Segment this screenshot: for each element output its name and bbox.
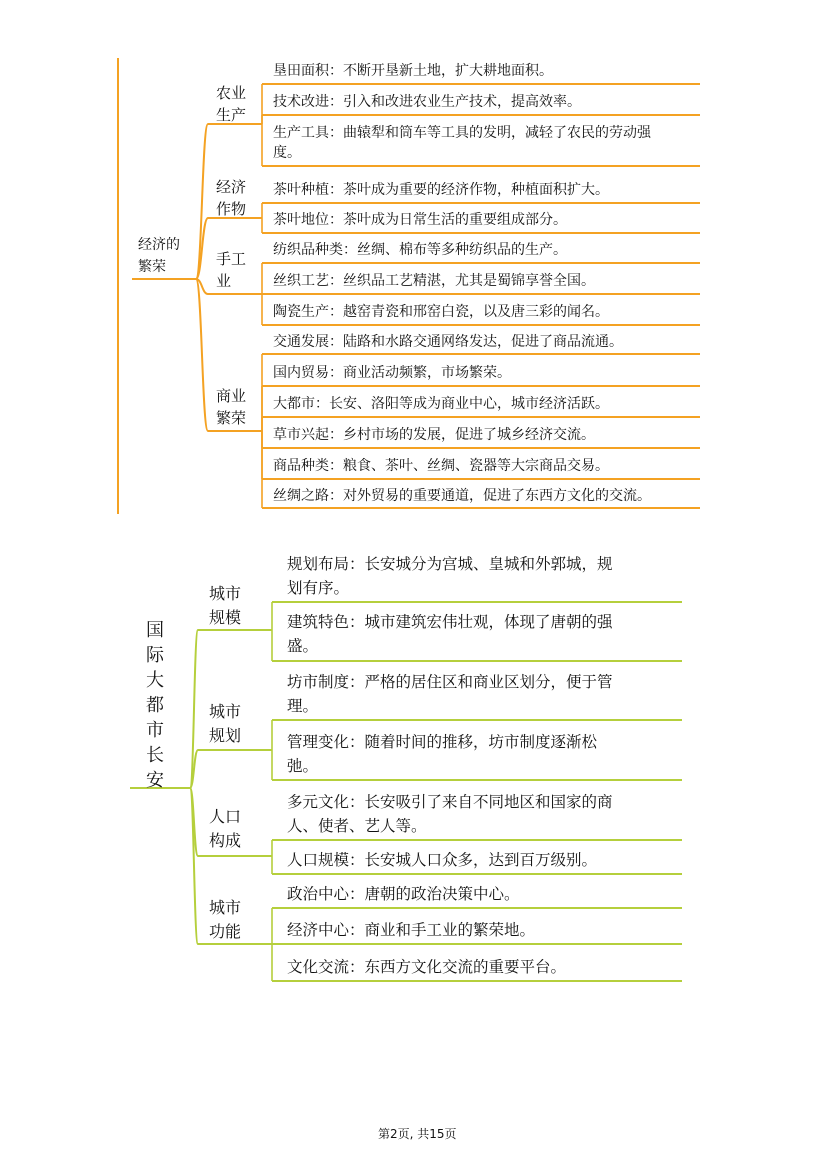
branch-label: 城市 (209, 702, 242, 721)
root-label: 际 (146, 645, 164, 666)
leaf-text: 茶叶种植：茶叶成为重要的经济作物，种植面积扩大。 (273, 182, 609, 198)
branch-label: 规划 (209, 726, 242, 745)
leaf-text: 坊市制度：严格的居住区和商业区划分，便于管 (287, 673, 613, 691)
leaf-text: 纺织品种类：丝绸、棉布等多种纺织品的生产。 (273, 242, 567, 258)
branch-label: 城市 (209, 584, 242, 603)
leaf-text: 商品种类：粮食、茶叶、丝绸、瓷器等大宗商品交易。 (273, 458, 609, 474)
branch-label: 城市 (209, 898, 242, 917)
branch-label: 规模 (209, 608, 242, 627)
leaf-text: 弛。 (287, 757, 319, 775)
branch-label: 作物 (216, 200, 247, 218)
branch-label: 手工 (216, 250, 247, 268)
branch-label: 商业 (216, 387, 247, 405)
leaf-text: 国内贸易：商业活动频繁，市场繁荣。 (273, 365, 511, 381)
branch-label: 生产 (216, 106, 247, 124)
branch-label: 繁荣 (216, 409, 247, 427)
root-label: 都 (146, 695, 164, 716)
leaf-text: 盛。 (287, 637, 319, 655)
leaf-text: 建筑特色：城市建筑宏伟壮观，体现了唐朝的强 (287, 613, 613, 631)
leaf-text: 茶叶地位：茶叶成为日常生活的重要组成部分。 (273, 212, 567, 228)
leaf-text: 技术改进：引入和改进农业生产技术，提高效率。 (273, 94, 581, 110)
leaf-text: 交通发展：陆路和水路交通网络发达，促进了商品流通。 (273, 334, 623, 350)
leaf-text: 度。 (273, 145, 301, 161)
page-footer: 第2页, 共15页 (378, 1127, 457, 1141)
leaf-text: 人、使者、艺人等。 (287, 817, 427, 835)
root-label: 安 (146, 770, 164, 791)
root-label: 市 (146, 720, 164, 741)
leaf-text: 多元文化：长安吸引了来自不同地区和国家的商 (287, 793, 613, 811)
branch-label: 经济 (216, 178, 247, 196)
leaf-text: 政治中心：唐朝的政治决策中心。 (287, 885, 520, 903)
leaf-text: 垦田面积：不断开垦新土地，扩大耕地面积。 (273, 63, 553, 79)
branch-label: 功能 (209, 922, 242, 941)
root-label: 大 (146, 670, 164, 691)
leaf-text: 文化交流：东西方文化交流的重要平台。 (287, 958, 567, 976)
root-branch-connector (196, 279, 208, 431)
root-label: 国 (146, 620, 164, 641)
branch-label: 构成 (209, 831, 242, 850)
leaf-text: 生产工具：曲辕犁和筒车等工具的发明，减轻了农民的劳动强 (273, 125, 651, 141)
branch-label: 农业 (216, 84, 247, 102)
leaf-text: 草市兴起：乡村市场的发展，促进了城乡经济交流。 (273, 427, 595, 443)
leaf-text: 人口规模：长安城人口众多，达到百万级别。 (287, 851, 598, 869)
leaf-text: 丝织工艺：丝织品工艺精湛，尤其是蜀锦享誉全国。 (273, 273, 595, 289)
leaf-text: 划有序。 (287, 579, 350, 597)
leaf-text: 规划布局：长安城分为宫城、皇城和外郭城，规 (287, 555, 613, 573)
root-label: 繁荣 (138, 259, 166, 275)
root-label: 长 (146, 745, 164, 766)
branch-label: 业 (216, 272, 232, 290)
leaf-text: 丝绸之路：对外贸易的重要通道，促进了东西方文化的交流。 (273, 488, 651, 504)
leaf-text: 经济中心：商业和手工业的繁荣地。 (287, 921, 536, 939)
leaf-text: 管理变化：随着时间的推移，坊市制度逐渐松 (287, 733, 598, 751)
leaf-text: 陶瓷生产：越窑青瓷和邢窑白瓷，以及唐三彩的闻名。 (273, 304, 609, 320)
leaf-text: 理。 (287, 697, 319, 715)
leaf-text: 大都市：长安、洛阳等成为商业中心，城市经济活跃。 (273, 396, 609, 412)
root-label: 经济的 (138, 237, 180, 253)
branch-label: 人口 (209, 807, 242, 826)
